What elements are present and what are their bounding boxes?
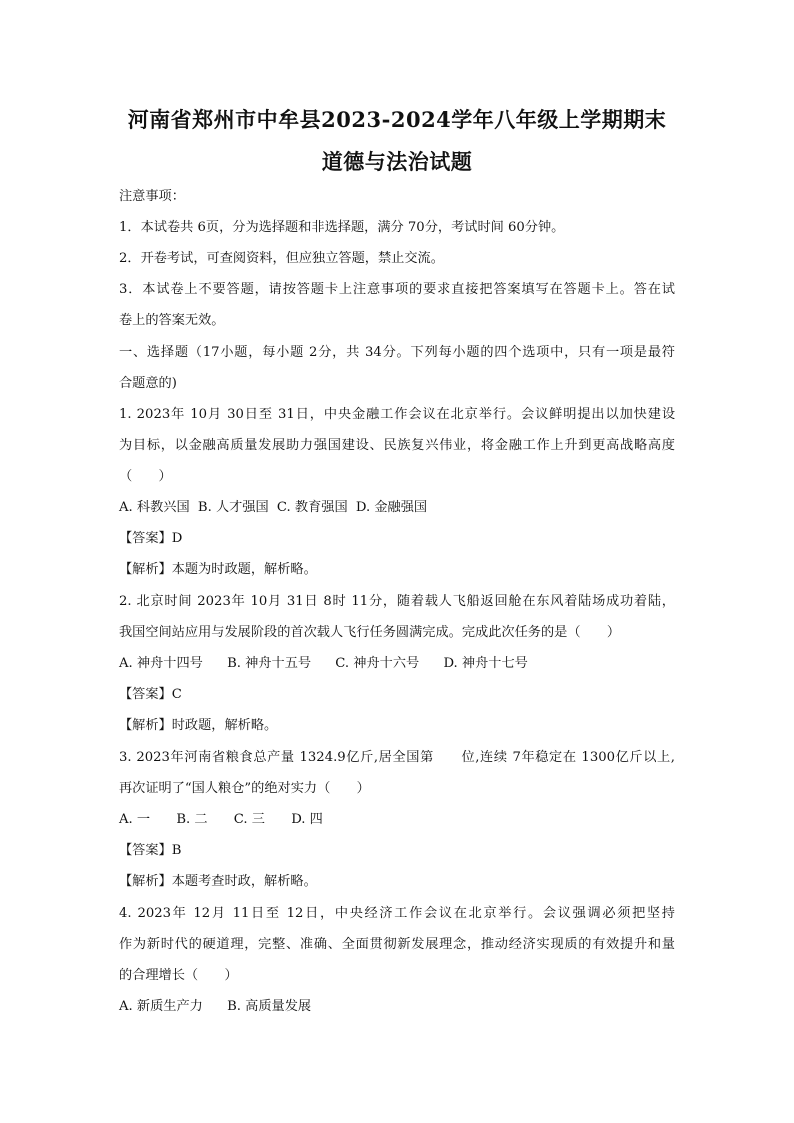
exam-title-line1: 河南省郑州市中牟县2023-2024学年八年级上学期期末 <box>127 107 667 132</box>
option-a: A. 科教兴国 <box>119 500 190 515</box>
option-a: A. 一 <box>119 812 151 827</box>
question-2-line-2: 我国空间站应用与发展阶段的首次载人飞行任务圆满完成。完成此次任务的是（ ） <box>119 625 621 640</box>
question-3-line-2: 再次证明了“国人粮仓”的绝对实力（ ） <box>119 781 370 796</box>
section-instructions-cont: 合题意的) <box>119 376 177 391</box>
question-1-blank: （ ） <box>119 469 172 484</box>
option-b: B. 人才强国 <box>197 500 269 515</box>
section-instructions: 一、选择题（17小题，每小题 2分，共 34分。下列每小题的四个选项中，只有一项是最符 <box>119 345 675 360</box>
option-a: A. 新质生产力 <box>119 999 203 1014</box>
question-2-answer: 【答案】C <box>119 687 182 702</box>
question-3-answer: 【答案】B <box>119 843 182 858</box>
notice-item-1: 1．本试卷共 6页，分为选择题和非选择题，满分 70分，考试时间 60分钟。 <box>119 220 565 235</box>
option-b: B. 高质量发展 <box>227 999 312 1014</box>
option-d: D. 神舟十七号 <box>443 656 528 671</box>
option-d: D. 四 <box>291 812 323 827</box>
question-4-line-2: 作为新时代的硬道理，完整、准确、全面贯彻新发展理念，推动经济实现质的有效提升和量 <box>119 937 675 952</box>
question-2-analysis: 【解析】时政题，解析略。 <box>119 718 278 733</box>
option-c: C. 教育强国 <box>276 500 348 515</box>
notice-item-3: 3．本试卷上不要答题，请按答题卡上注意事项的要求直接把答案填写在答题卡上。答在试 <box>119 282 675 297</box>
question-2-line-1: 2. 北京时间 2023年 10月 31日 8时 11分，随着载人飞船返回舱在东风着陆场成功着陆， <box>119 594 675 609</box>
option-c: C. 神舟十六号 <box>335 656 420 671</box>
question-1-line-1: 1. 2023年 10月 30日至 31日，中央金融工作会议在北京举行。会议鲜明提出以加快建设 <box>119 407 675 422</box>
question-4-line-3: 的合理增长（ ） <box>119 968 238 983</box>
question-1-analysis: 【解析】本题为时政题，解析略。 <box>119 562 317 577</box>
question-3-options <box>119 811 327 829</box>
notice-item-2: 2．开卷考试，可查阅资料，但应独立答题，禁止交流。 <box>119 251 444 266</box>
option-a: A. 神舟十四号 <box>119 656 203 671</box>
question-1-options <box>119 499 431 517</box>
option-b: B. 神舟十五号 <box>227 656 312 671</box>
exam-title-line2: 道德与法治试题 <box>321 149 473 174</box>
question-3-analysis: 【解析】本题考查时政，解析略。 <box>119 874 317 889</box>
question-4-options <box>119 998 315 1016</box>
question-1-answer: 【答案】D <box>119 531 183 546</box>
option-d: D. 金融强国 <box>355 500 428 515</box>
question-4-line-1: 4. 2023年 12月 11日至 12日，中央经济工作会议在北京举行。会议强调必须把坚持 <box>119 906 675 921</box>
question-3-line-1: 3. 2023年河南省粮食总产量 1324.9亿斤,居全国第 位,连续 7年稳定在 1300亿斤以上, <box>119 750 675 765</box>
notice-item-3-cont: 卷上的答案无效。 <box>119 313 225 328</box>
question-2-options <box>119 655 532 673</box>
option-c: C. 三 <box>233 812 265 827</box>
notice-heading: 注意事项： <box>119 189 185 204</box>
option-b: B. 二 <box>176 812 208 827</box>
question-1-line-2: 为目标，以金融高质量发展助力强国建设、民族复兴伟业，将金融工作上升到更高战略高度 <box>119 438 675 453</box>
